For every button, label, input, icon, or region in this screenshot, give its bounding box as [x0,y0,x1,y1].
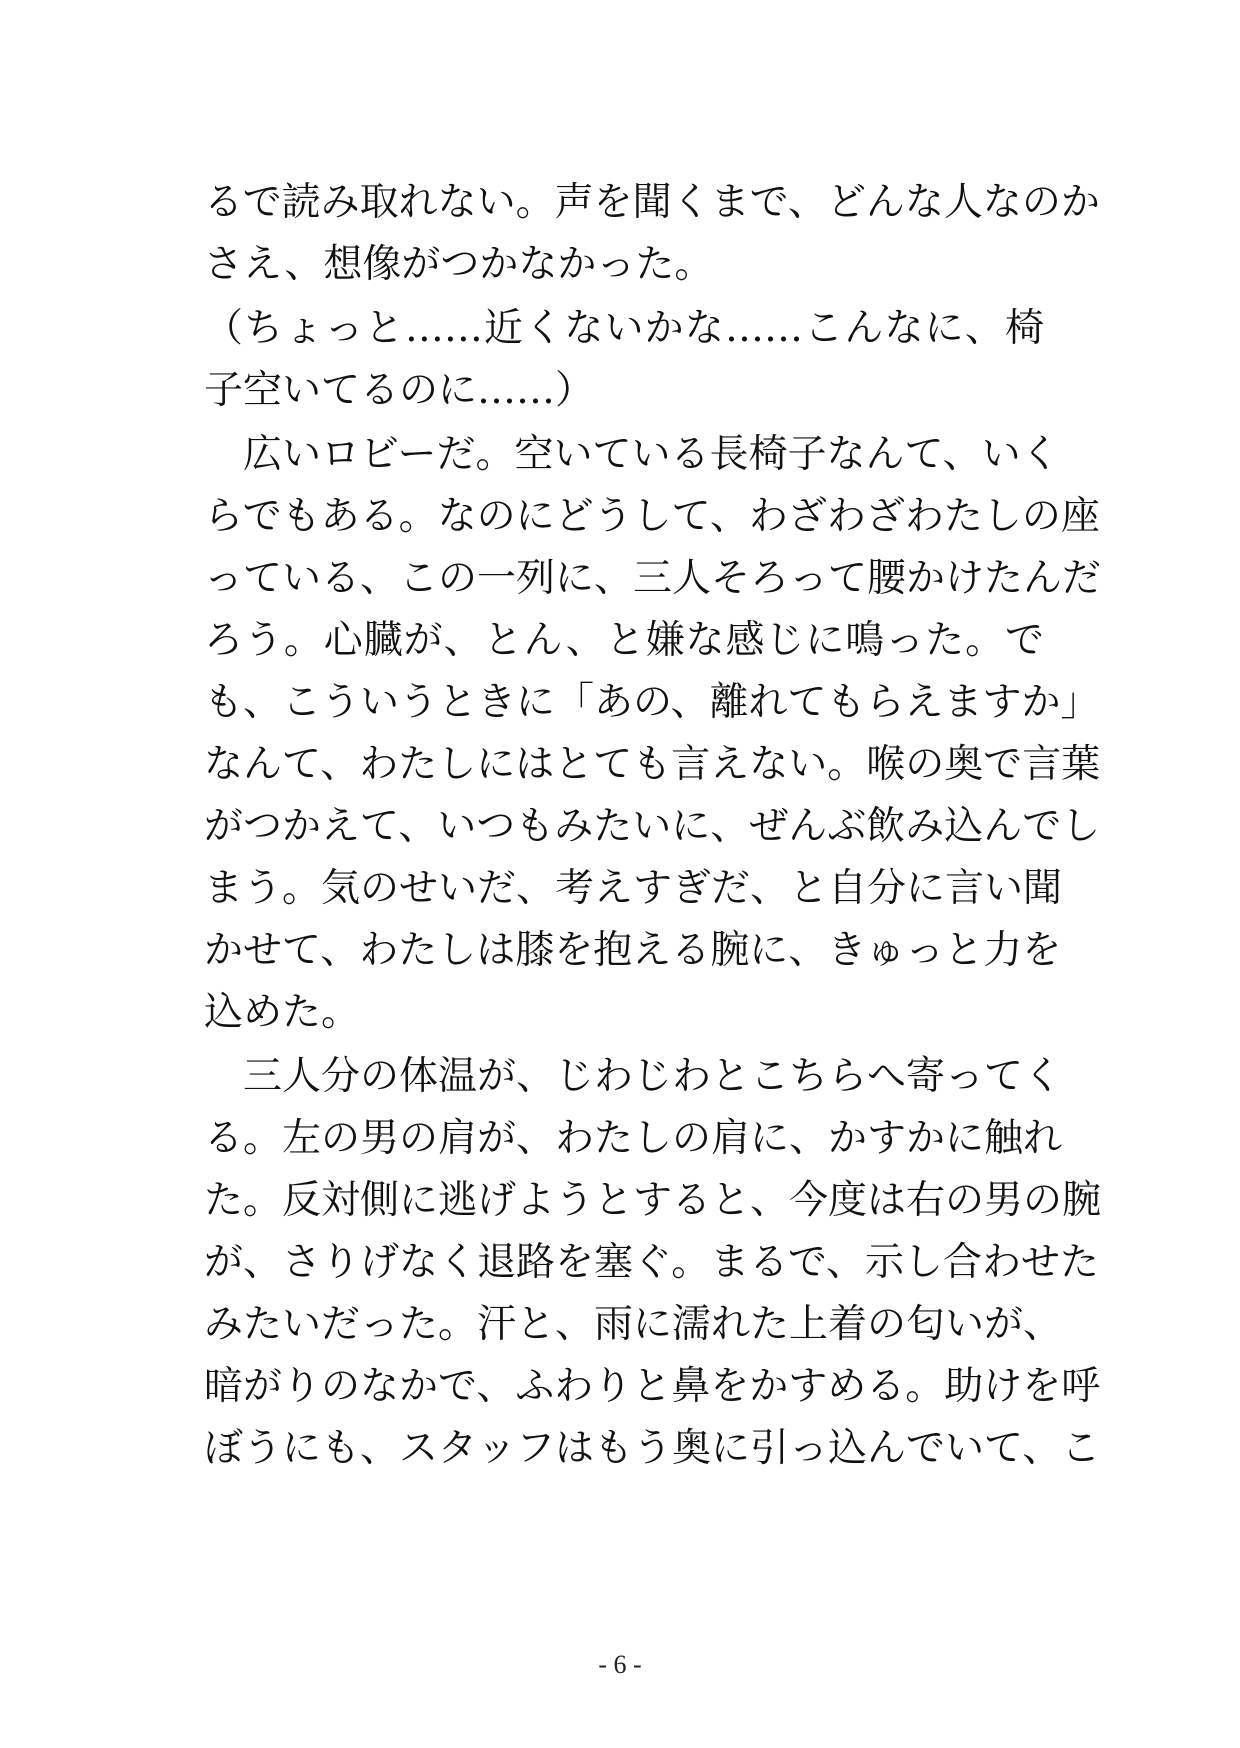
text-line: がつかえて、いつもみたいに、ぜんぶ飲み込んでし [204,804,1101,849]
text-line: らでもある。なのにどうして、わざわざわたしの座 [204,494,1100,539]
text-line: ろう。心臓が、とん、と嫌な感じに鳴った。で [204,618,1044,663]
text-line: なんて、わたしにはとても言えない。喉の奥で言葉 [204,742,1101,787]
text-line: （ちょっと……近くないかな……こんなに、椅 [204,306,1044,351]
text-line: が、さりげなく退路を塞ぐ。まるで、示し合わせた [204,1240,1100,1285]
text-line: かせて、わたしは膝を抱える腕に、きゅっと力を [204,928,1062,973]
text-line: 子空いてるのに……） [204,368,595,413]
text-line: ぼうにも、スタッフはもう奥に引っ込んでいて、こ [204,1426,1101,1471]
text-line: 込めた。 [204,990,361,1035]
text-line: 広いロビーだ。空いている長椅子なんて、いく [204,432,1060,477]
page-number: - 6 - [598,1650,642,1679]
text-line: るで読み取れない。声を聞くまで、どんな人なのか [204,180,1100,225]
text-line: る。左の男の肩が、わたしの肩に、かすかに触れ [204,1116,1063,1161]
text-line: まう。気のせいだ、考えすぎだ、と自分に言い聞 [204,866,1063,911]
text-line: も、こういうときに「あの、離れてもらえますか」 [204,680,1100,725]
text-line: 暗がりのなかで、ふわりと鼻をかすめる。助けを呼 [204,1364,1101,1409]
body-text [204,172,1102,1480]
text-line: っている、この一列に、三人そろって腰かけたんだ [204,556,1102,601]
text-line: さえ、想像がつかなかった。 [204,242,714,287]
text-line: た。反対側に逃げようとすると、今度は右の男の腕 [204,1178,1102,1223]
text-line: みたいだった。汗と、雨に濡れた上着の匂いが、 [204,1302,1063,1347]
text-line: 三人分の体温が、じわじわとこちらへ寄ってく [204,1054,1063,1099]
